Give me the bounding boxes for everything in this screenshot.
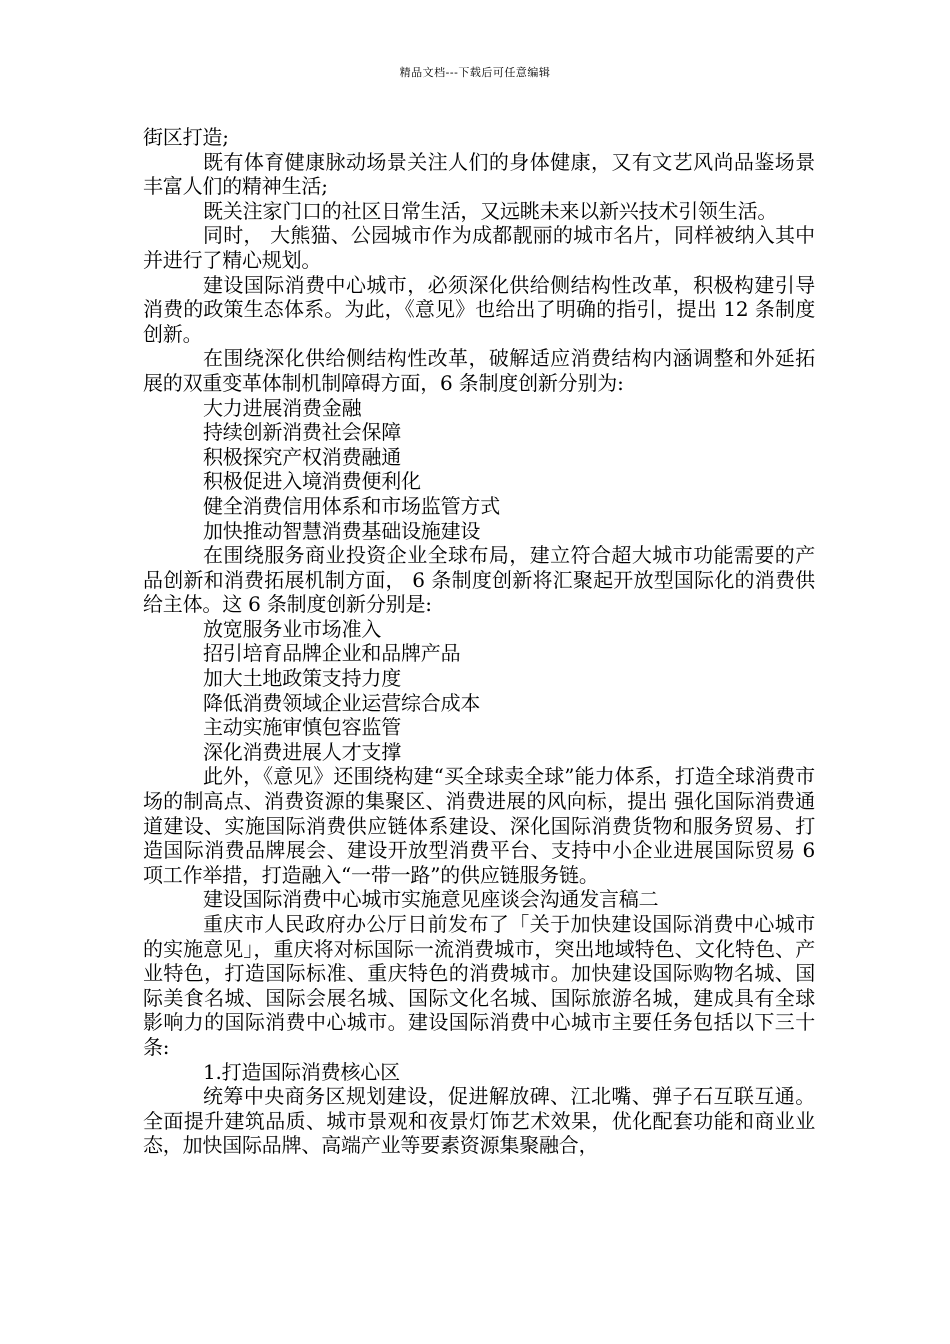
paragraph: 统筹中央商务区规划建设，促进解放碑、江北嘴、弹子石互联互通。全面提升建筑品质、城市景观和夜景灯饰艺术效果，优化配套功能和商业业态，加快国际品牌、高端产业等要素资源集聚融合， (143, 1084, 815, 1158)
list-item: 健全消费信用体系和市场监管方式 (203, 493, 500, 518)
paragraph: 重庆市人民政府办公厅日前发布了「关于加快建设国际消费中心城市的实施意见」，重庆将对标国际一流消费城市，突出地域特色、文化特色、产业特色，打造国际标准、重庆特色的消费城市。加快建设国际购物名城、国际美食名城、国际会展名城、国际文化名城、国际旅游名城，建成具有全球影响力的国际消费中心城市。建设国际消费中心城市主要任务包括以下三十条: (143, 912, 815, 1059)
list-item: 招引培育品牌企业和品牌产品 (203, 641, 461, 666)
paragraph: 同时， 大熊猫、公园城市作为成都靓丽的城市名片，同样被纳入其中并进行了精心规划。 (143, 223, 815, 272)
paragraph: 街区打造; (143, 125, 229, 149)
list-item: 放宽服务业市场准入 (203, 616, 382, 641)
paragraph: 建设国际消费中心城市，必须深化供给侧结构性改革，积极构建引导消费的政策生态体系。为此，《意见》也给出了明确的指引，提出 12 条制度创新。 (143, 272, 815, 346)
list-item: 大力进展消费金融 (203, 395, 362, 420)
paragraph: 此外，《意见》还围绕构建“买全球卖全球”能力体系，打造全球消费市场的制高点、消费资源的集聚区、消费进展的风向标，提出 强化国际消费通道建设、实施国际消费供应链体系建设、深化国际消费货物和服务贸易、打造国际消费品牌展会、建设开放型消费平台、支持中小企业进展国际贸易 6 项工作举措，打造融入“一带一路”的供应链服务链。 (143, 764, 815, 887)
list-item: 积极探究产权消费融通 (203, 444, 401, 469)
page-header: 精品文档---下载后可任意编辑 (399, 66, 551, 79)
document-body (143, 125, 815, 1158)
list-item: 积极促进入境消费便利化 (203, 469, 421, 494)
list-item: 降低消费领域企业运营综合成本 (203, 690, 481, 715)
list-item: 加快推动智慧消费基础设施建设 (203, 518, 481, 543)
paragraph: 在围绕服务商业投资企业全球布局，建立符合超大城市功能需要的产品创新和消费拓展机制方面， 6 条制度创新将汇聚起开放型国际化的消费供给主体。这 6 条制度创新分别是: (143, 543, 815, 617)
list-item: 持续创新消费社会保障 (203, 420, 401, 445)
section-heading: 1.打造国际消费核心区 (203, 1059, 400, 1084)
list-item: 加大土地政策支持力度 (203, 666, 401, 691)
list-item: 深化消费进展人才支撑 (203, 739, 401, 764)
list-item: 主动实施审慎包容监管 (203, 715, 401, 740)
paragraph: 在围绕深化供给侧结构性改革，破解适应消费结构内涵调整和外延拓展的双重变革体制机制障碍方面，6 条制度创新分别为: (143, 346, 815, 395)
paragraph: 既关注家门口的社区日常生活，又远眺未来以新兴技术引领生活。 (203, 198, 778, 223)
paragraph: 既有体育健康脉动场景关注人们的身体健康，又有文艺风尚品鉴场景丰富人们的精神生活; (143, 149, 815, 199)
section-title: 建设国际消费中心城市实施意见座谈会沟通发言稿二 (203, 887, 659, 912)
